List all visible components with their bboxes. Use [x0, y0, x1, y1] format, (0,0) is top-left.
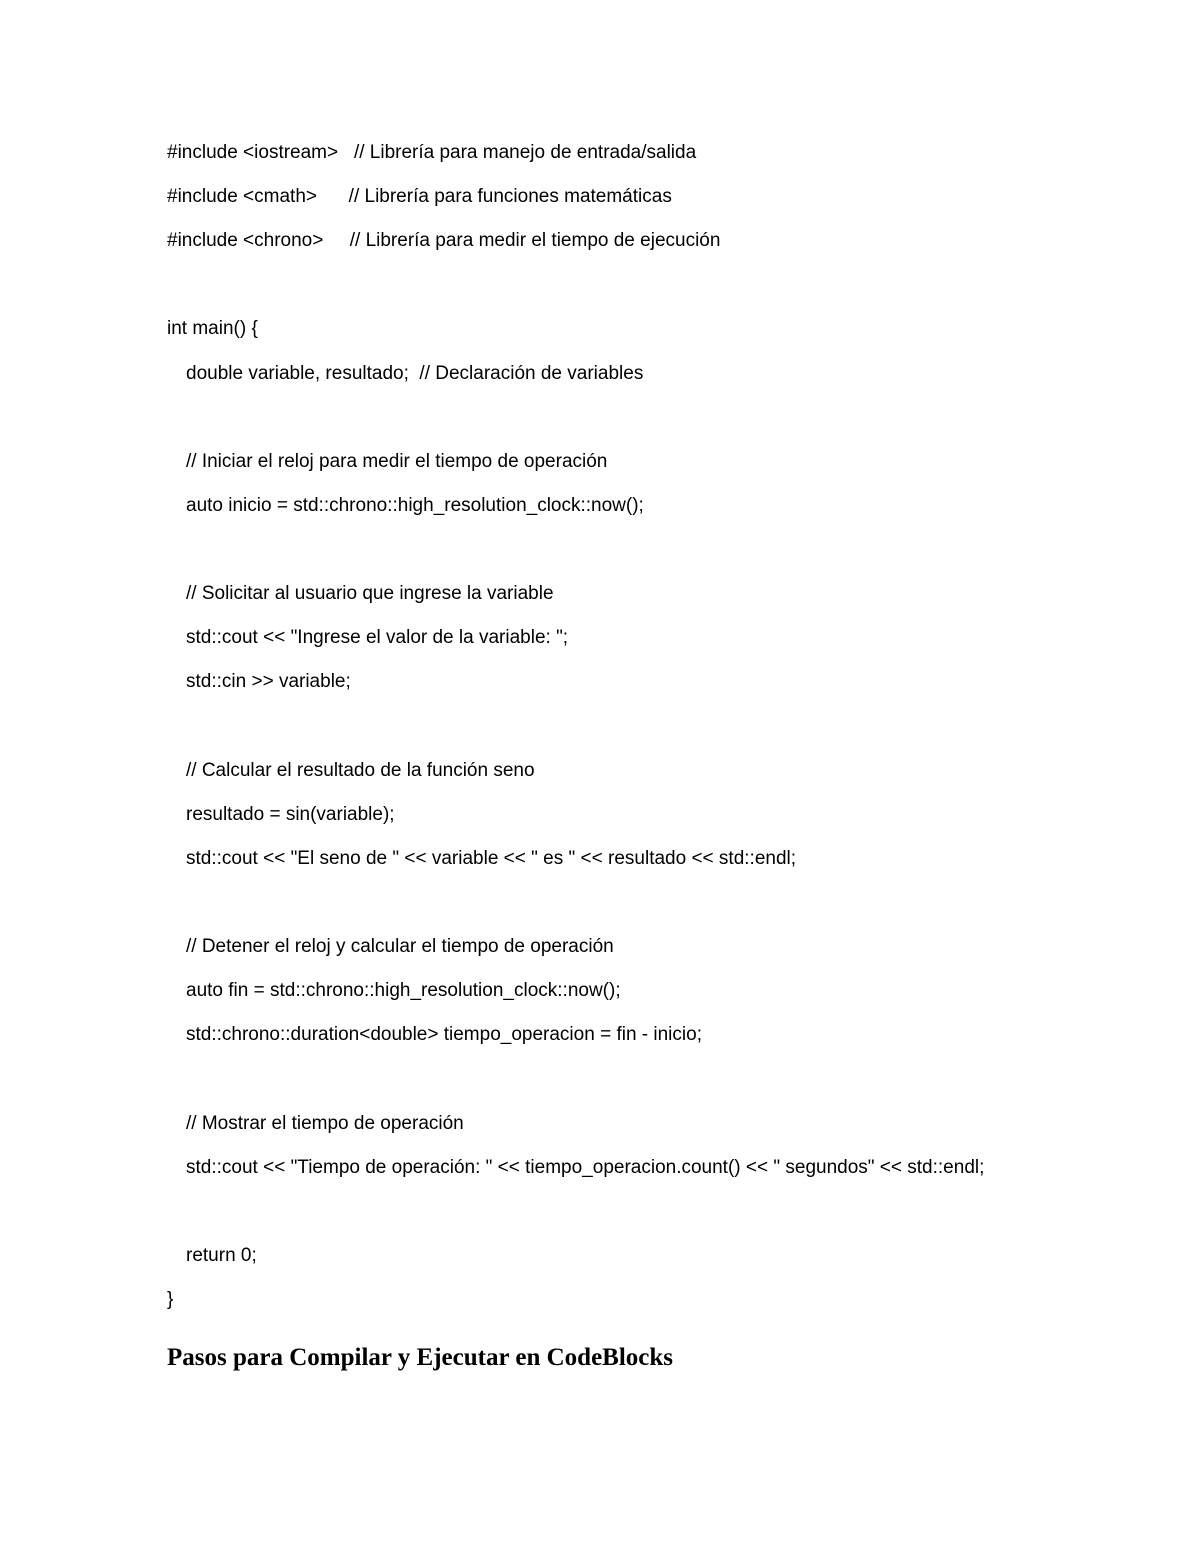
code-line: std::cin >> variable;	[186, 671, 351, 692]
code-line: // Mostrar el tiempo de operación	[186, 1113, 464, 1134]
code-line: std::cout << "Ingrese el valor de la variable: ";	[186, 627, 569, 648]
code-line: int main() {	[167, 318, 258, 339]
code-line: // Solicitar al usuario que ingrese la variable	[186, 583, 554, 604]
code-block	[167, 0, 1147, 1330]
section-heading: Pasos para Compilar y Ejecutar en CodeBlocks	[167, 1344, 674, 1371]
code-line: // Calcular el resultado de la función seno	[186, 760, 535, 781]
code-line: // Detener el reloj y calcular el tiempo de operación	[186, 936, 614, 957]
code-line: auto fin = std::chrono::high_resolution_clock::now();	[186, 980, 621, 1001]
code-line: std::cout << "Tiempo de operación: " << tiempo_operacion.count() << " segundos" << std::endl;	[186, 1157, 985, 1178]
code-line: #include <chrono> // Librería para medir el tiempo de ejecución	[167, 230, 721, 251]
code-line: return 0;	[186, 1245, 257, 1266]
code-line: #include <iostream> // Librería para manejo de entrada/salida	[167, 142, 697, 163]
code-line: resultado = sin(variable);	[186, 804, 395, 825]
code-line: std::chrono::duration<double> tiempo_operacion = fin - inicio;	[186, 1024, 702, 1045]
code-line: #include <cmath> // Librería para funciones matemáticas	[167, 186, 672, 207]
code-line: }	[167, 1289, 174, 1310]
code-line: // Iniciar el reloj para medir el tiempo de operación	[186, 451, 608, 472]
code-line: std::cout << "El seno de " << variable << " es " << resultado << std::endl;	[186, 848, 797, 869]
code-line: double variable, resultado; // Declaración de variables	[186, 363, 644, 384]
code-line: auto inicio = std::chrono::high_resolution_clock::now();	[186, 495, 644, 516]
